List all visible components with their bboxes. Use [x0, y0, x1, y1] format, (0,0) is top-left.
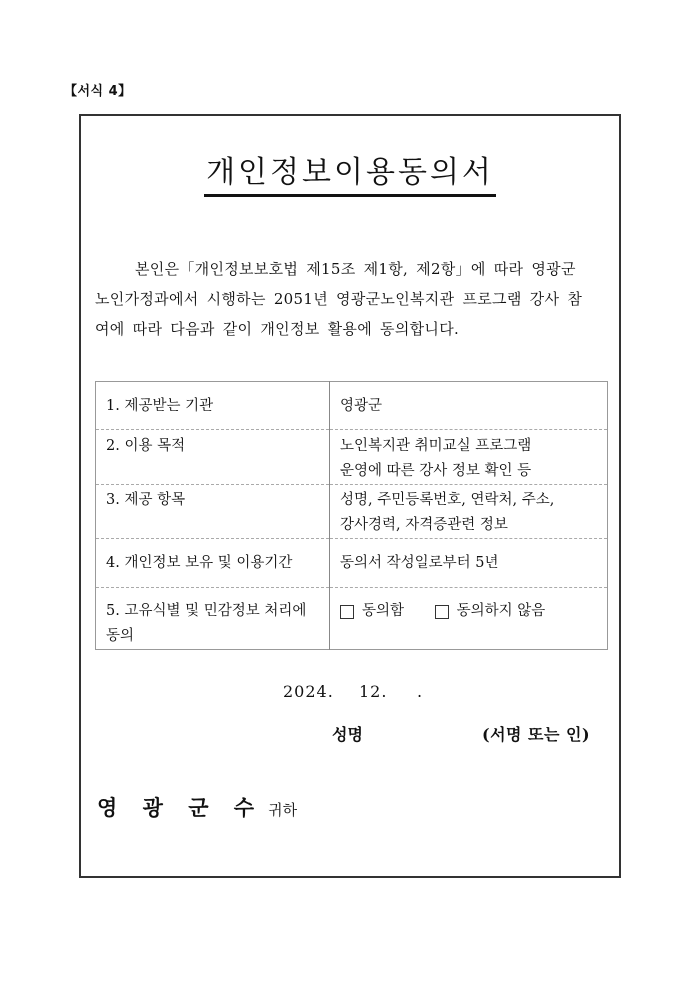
- row-value-line: 노인복지관 취미교실 프로그램: [340, 438, 532, 454]
- row-value: [330, 382, 608, 430]
- agree-label: 동의함: [362, 603, 405, 619]
- recipient-suffix: 귀하: [268, 801, 298, 819]
- row-value: [330, 485, 608, 539]
- document-title: 개인정보이용동의서: [204, 154, 496, 197]
- disagree-label: 동의하지 않음: [456, 603, 546, 619]
- table-row: [96, 382, 608, 430]
- disagree-checkbox[interactable]: [435, 599, 546, 624]
- row-label: 1. 제공받는 기관: [96, 382, 330, 430]
- table-row: [96, 485, 608, 539]
- date-month[interactable]: 12.: [359, 682, 388, 701]
- row-value-options: [330, 588, 608, 650]
- consent-info-table: [95, 381, 608, 650]
- document-title-wrap: [81, 154, 619, 197]
- intro-line-1: 본인은「개인정보보호법 제15조 제1항, 제2항」에 따라 영광군: [135, 260, 576, 278]
- date-year[interactable]: 2024.: [283, 682, 334, 701]
- row-label: 3. 제공 항목: [96, 485, 330, 539]
- intro-line-3: 여에 따라 다음과 같이 개인정보 활용에 동의합니다.: [95, 320, 460, 338]
- recipient: [97, 792, 297, 822]
- signature-name-label: 성명: [332, 725, 363, 744]
- row-value: [330, 430, 608, 485]
- intro-paragraph: [95, 254, 603, 344]
- row-value-line: 영광군: [340, 398, 383, 414]
- row-value-line: 강사경력, 자격증관련 정보: [340, 517, 508, 533]
- row-label: 5. 고유식별 및 민감정보 처리에 동의: [96, 588, 330, 650]
- recipient-name: 영 광 군 수: [97, 796, 264, 820]
- signature-note: (서명 또는 인): [482, 725, 591, 744]
- row-value-line: 운영에 따른 강사 정보 확인 등: [340, 463, 532, 479]
- table-row: [96, 430, 608, 485]
- row-value: [330, 539, 608, 588]
- checkbox-icon[interactable]: [435, 605, 449, 619]
- date-day[interactable]: .: [417, 682, 424, 701]
- consent-form-frame: [79, 114, 621, 878]
- table-row: [96, 539, 608, 588]
- row-label: 2. 이용 목적: [96, 430, 330, 485]
- checkbox-icon[interactable]: [340, 605, 354, 619]
- row-value-line: 성명, 주민등록번호, 연락처, 주소,: [340, 492, 555, 508]
- intro-line-2: 노인가정과에서 시행하는 2051년 영광군노인복지관 프로그램 강사 참: [95, 290, 583, 308]
- row-label: 4. 개인정보 보유 및 이용기간: [96, 539, 330, 588]
- agree-checkbox[interactable]: [340, 599, 404, 624]
- form-number-label: 【서식 4】: [64, 84, 132, 99]
- date-line: [283, 682, 423, 701]
- table-row: [96, 588, 608, 650]
- row-value-line: 동의서 작성일로부터 5년: [340, 555, 499, 571]
